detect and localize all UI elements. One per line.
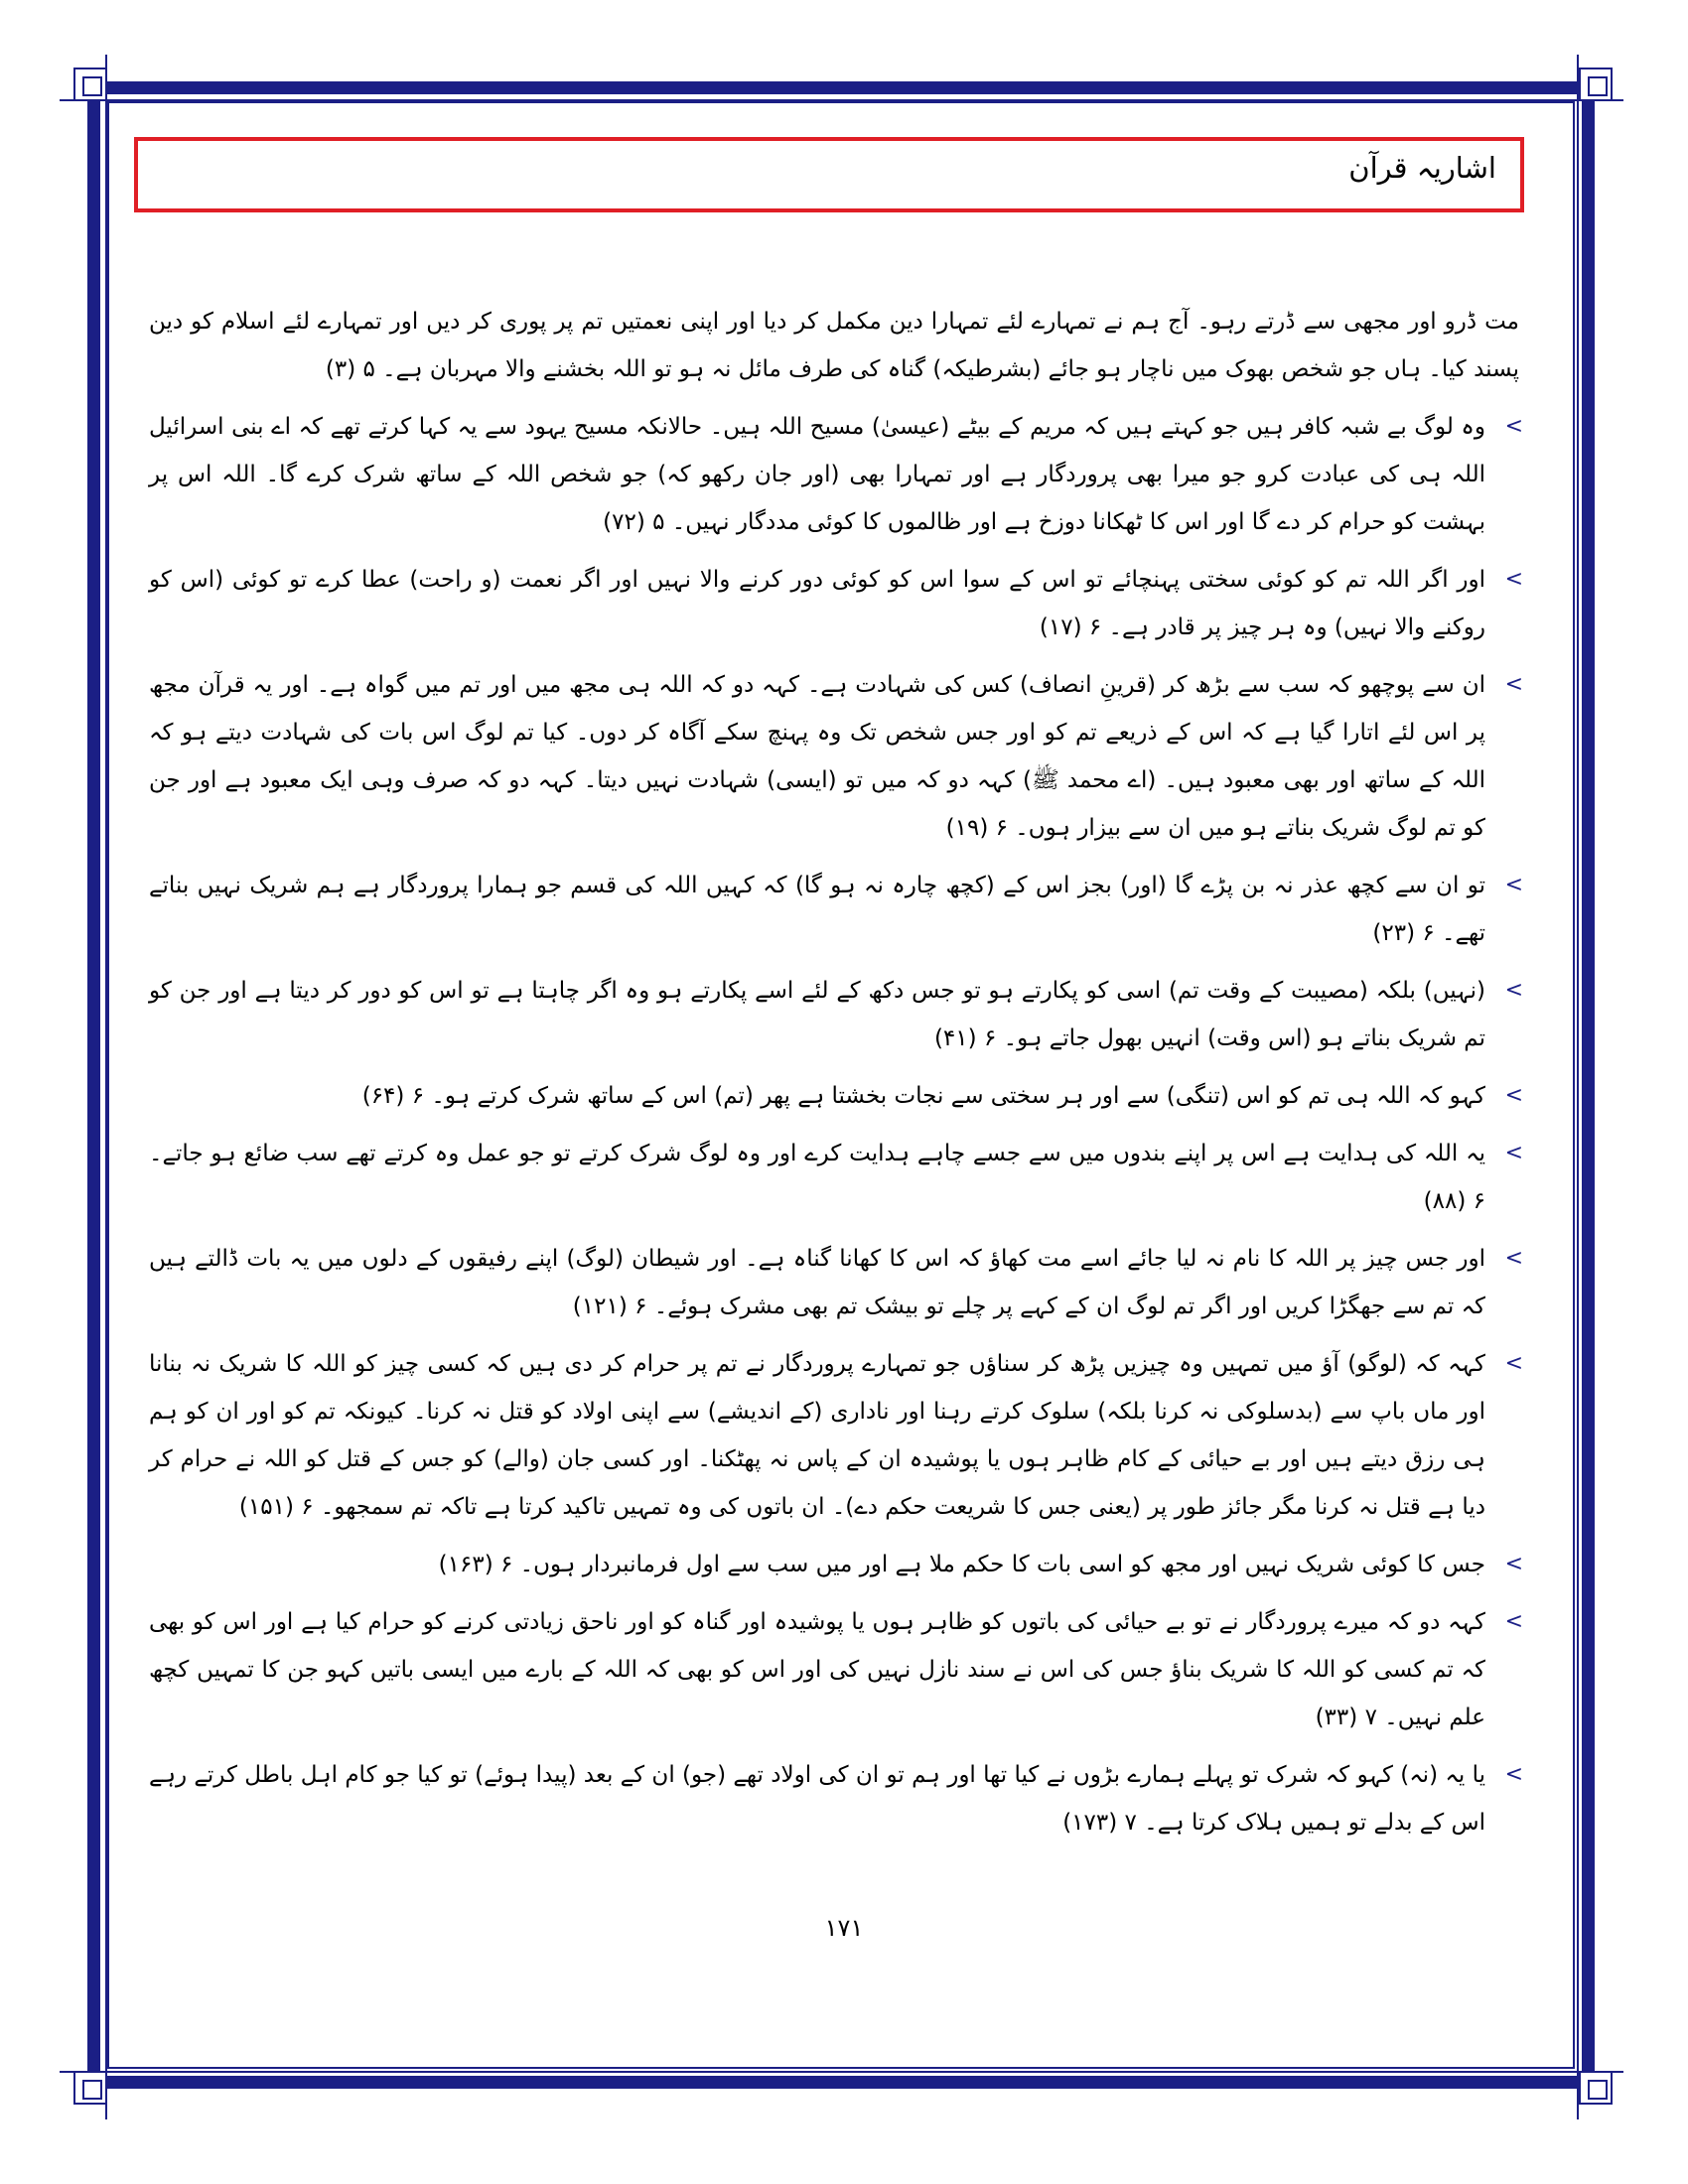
list-item <box>149 1072 1523 1120</box>
list-item-text: کہہ کہ (لوگو) آؤ میں تمہیں وہ چیزیں پڑھ کر سناؤں جو تمہارے پروردگار نے تم پر حرام کر دی ہیں کہ کسی چیز کو اللہ کا شریک نہ بنانا اور ماں باپ سے (بدسلوکی نہ کرنا بلکہ) سلوک کرتے رہنا اور ناداری (کے اندیشے) سے اپنی اولاد کو قتل نہ کرنا۔ کیونکہ تم کو اور ان کو ہم ہی رزق دیتے ہیں اور بے حیائی کے کام ظاہر ہوں یا پوشیدہ ان کے پاس نہ پھٹکنا۔ اور کسی جان (والے) کو جس کے قتل کو اللہ نے حرام کر دیا ہے قتل نہ کرنا مگر جائز طور پر (یعنی جس کا شریعت حکم دے)۔ ان باتوں کی وہ تمہیں تاکید کرتا ہے تاکہ تم سمجھو۔ ۶ (۱۵۱) <box>149 1351 1485 1520</box>
frame-rule-left <box>105 55 107 2119</box>
arrow-bullet-icon: > <box>1504 567 1523 592</box>
list-item <box>149 1340 1523 1531</box>
page-number: ۱۷۱ <box>824 1914 864 1942</box>
frame-rule-top <box>60 99 1623 101</box>
arrow-bullet-icon: > <box>1504 1351 1523 1376</box>
list-item-text: یہ اللہ کی ہدایت ہے اس پر اپنے بندوں میں سے جسے چاہے ہدایت کرے اور وہ لوگ شرک کرتے تو جو عمل وہ کرتے تھے سب ضائع ہو جاتے۔ ۶ (۸۸) <box>149 1141 1485 1214</box>
arrow-bullet-icon: > <box>1504 1552 1523 1576</box>
arrow-bullet-icon: > <box>1504 1762 1523 1787</box>
list-item-text: کہو کہ اللہ ہی تم کو اس (تنگی) سے اور ہر سختی سے نجات بخشتا ہے پھر (تم) اس کے ساتھ شرک کرتے ہو۔ ۶ (۶۴) <box>361 1083 1485 1109</box>
list-item <box>149 1541 1523 1588</box>
list-item <box>149 661 1523 852</box>
arrow-bullet-icon: > <box>1504 978 1523 1003</box>
corner-ornament-top-left <box>73 68 107 101</box>
document-body <box>149 298 1523 1846</box>
list-item <box>149 1598 1523 1741</box>
list-item <box>149 967 1523 1062</box>
list-item <box>149 1751 1523 1846</box>
arrow-bullet-icon: > <box>1504 1141 1523 1165</box>
paragraph-0 <box>149 298 1519 393</box>
list-item-text: اور اگر اللہ تم کو کوئی سختی پہنچائے تو اس کے سوا اس کو کوئی دور کرنے والا نہیں اور اگر نعمت (و راحت) عطا کرے تو کوئی (اس کو روکنے والا نہیں) وہ ہر چیز پر قادر ہے۔ ۶ (۱۷) <box>149 567 1485 640</box>
header-box <box>134 137 1524 212</box>
arrow-bullet-icon: > <box>1504 1609 1523 1634</box>
list-item-text: کہہ دو کہ میرے پروردگار نے تو بے حیائی کی باتوں کو ظاہر ہوں یا پوشیدہ اور گناہ کو اور ناحق زیادتی کرنے کو حرام کیا ہے اور اس کو بھی کہ تم کسی کو اللہ کا شریک بناؤ جس کی اس نے سند نازل نہیں کی اور اس کو بھی کہ اللہ کے بارے میں ایسی باتیں کہو جن کا تمہیں کچھ علم نہیں۔ ۷ (۳۳) <box>149 1609 1485 1730</box>
frame-rule-right <box>1577 55 1579 2119</box>
corner-ornament-top-right <box>1579 68 1613 101</box>
list-item <box>149 403 1523 546</box>
corner-ornament-bottom-left <box>73 2071 107 2105</box>
list-item <box>149 556 1523 651</box>
list-item-text: اور جس چیز پر اللہ کا نام نہ لیا جائے اسے مت کھاؤ کہ اس کا کھانا گناہ ہے۔ اور شیطان (لوگ) اپنے رفیقوں کے دلوں میں یہ بات ڈالتے ہیں کہ تم سے جھگڑا کریں اور اگر تم لوگ ان کے کہے پر چلے تو بیشک تم بھی مشرک ہوئے۔ ۶ (۱۲۱) <box>149 1246 1485 1319</box>
list-item <box>149 862 1523 957</box>
list-item-text: جس کا کوئی شریک نہیں اور مجھ کو اسی بات کا حکم ملا ہے اور میں سب سے اول فرمانبردار ہوں۔ ۶ (۱۶۳) <box>438 1552 1485 1577</box>
arrow-bullet-icon: > <box>1504 672 1523 697</box>
list-item-text: یا یہ (نہ) کہو کہ شرک تو پہلے ہمارے بڑوں نے کیا تھا اور ہم تو ان کی اولاد تھے (جو) ان کے بعد (پیدا ہوئے) تو کیا جو کام اہل باطل کرتے رہے اس کے بدلے تو ہمیں ہلاک کرتا ہے۔ ۷ (۱۷۳) <box>149 1762 1485 1836</box>
list-item-text: (نہیں) بلکہ (مصیبت کے وقت تم) اسی کو پکارتے ہو تو جس دکھ کے لئے اسے پکارتے ہو وہ اگر چاہتا ہے تو اس کو دور کر دیتا ہے اور جن کو تم شریک بناتے ہو (اس وقت) انہیں بھول جاتے ہو۔ ۶ (۴۱) <box>149 978 1485 1051</box>
arrow-bullet-icon: > <box>1504 414 1523 439</box>
arrow-bullet-icon: > <box>1504 873 1523 897</box>
frame-rule-bottom <box>60 2071 1623 2073</box>
arrow-bullet-icon: > <box>1504 1083 1523 1108</box>
paragraph-text: مت ڈرو اور مجھی سے ڈرتے رہو۔ آج ہم نے تمہارے لئے تمہارا دین مکمل کر دیا اور اپنی نعمتیں تم پر پوری کر دیں اور تمہارے لئے اسلام کو دین پسند کیا۔ ہاں جو شخص بھوک میں ناچار ہو جائے (بشرطیکہ) گناہ کی طرف مائل نہ ہو تو اللہ بخشنے والا مہربان ہے۔ ۵ (۳) <box>149 309 1519 382</box>
list-item <box>149 1130 1523 1225</box>
list-item-text: وہ لوگ بے شبہ کافر ہیں جو کہتے ہیں کہ مریم کے بیٹے (عیسیٰ) مسیح اللہ ہیں۔ حالانکہ مسیح یہود سے یہ کہا کرتے تھے کہ اے بنی اسرائیل اللہ ہی کی عبادت کرو جو میرا بھی پروردگار ہے اور تمہارا بھی (اور جان رکھو کہ) جو شخص اللہ کے ساتھ شرک کرے گا۔ اللہ اس پر بہشت کو حرام کر دے گا اور اس کا ٹھکانا دوزخ ہے اور ظالموں کا کوئی مددگار نہیں۔ ۵ (۷۲) <box>149 414 1485 535</box>
arrow-bullet-icon: > <box>1504 1246 1523 1271</box>
list-item <box>149 1235 1523 1330</box>
corner-ornament-bottom-right <box>1579 2071 1613 2105</box>
list-item-text: تو ان سے کچھ عذر نہ بن پڑے گا (اور) بجز اس کے (کچھ چارہ نہ ہو گا) کہ کہیں اللہ کی قسم جو ہمارا پروردگار ہے ہم شریک نہیں بناتے تھے۔ ۶ (۲۳) <box>149 873 1485 946</box>
list-item-text: ان سے پوچھو کہ سب سے بڑھ کر (قرینِ انصاف) کس کی شہادت ہے۔ کہہ دو کہ اللہ ہی مجھ میں اور تم میں گواہ ہے۔ اور یہ قرآن مجھ پر اس لئے اتارا گیا ہے کہ اس کے ذریعے تم کو اور جس شخص تک وہ پہنچ سکے آگاہ کر دوں۔ کیا تم لوگ اس بات کی شہادت دیتے ہو کہ اللہ کے ساتھ اور بھی معبود ہیں۔ (اے محمد ﷺ) کہہ دو کہ میں تو (ایسی) شہادت نہیں دیتا۔ کہہ دو کہ صرف وہی ایک معبود ہے اور جن کو تم لوگ شریک بناتے ہو میں ان سے بیزار ہوں۔ ۶ (۱۹) <box>149 672 1485 841</box>
page-title: اشاریہ قرآن <box>1348 151 1496 185</box>
